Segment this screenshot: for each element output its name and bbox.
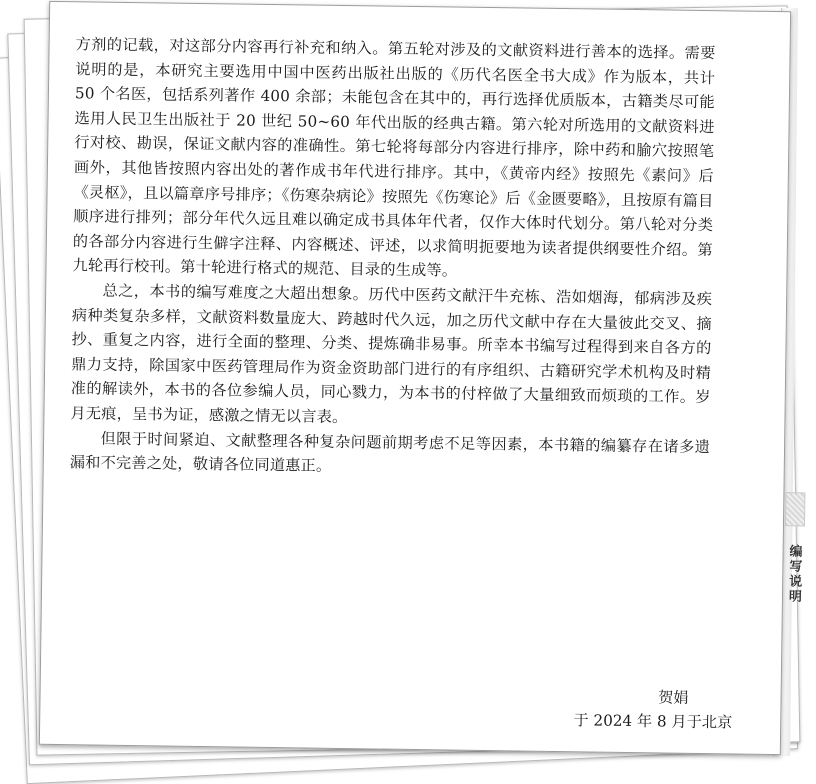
document-body	[70, 32, 716, 484]
side-tab-label: 编写说明	[785, 544, 802, 605]
paragraph-disclaimer: 但限于时间紧迫、文献整理各种复杂问题前期考虑不足等因素，本书籍的编纂存在诸多遗漏和不完善之处，敬请各位同道惠正。	[69, 429, 711, 475]
section-side-tab	[780, 492, 810, 622]
paragraph-summary: 总之，本书的编写难度之大超出想象。历代中医药文献汗牛充栋、浩如烟海，郁病涉及疾病种类复杂多样，文献资料数量庞大、跨越时代久远，加之历代文献中存在大量彼此交叉、摘抄、重复之内容，进行全面的整理、分类、提炼确非易事。所幸本书编写过程得到来自各方的鼎力支持，除国家中医药管理局作为资金资助部门进行的有序组织、古籍研究学术机构及时精准的解读外，本书的各位参编人员，同心戮力，为本书的付梓做了大量细致而烦琐的工作。岁月无痕，呈书为证，感激之情无以言表。	[70, 281, 713, 426]
document-page	[39, 1, 802, 755]
author-name: 贺娟	[658, 688, 689, 707]
signature-date: 于 2024 年 8 月于北京	[573, 711, 733, 732]
paragraph-methods: 方剂的记载，对这部分内容再行补充和纳入。第五轮对涉及的文献资料进行善本的选择。需要说明的是，本研究主要选用中国中医药出版社出版的《历代名医全书大成》作为版本，共计 50 个名医，包括系列著作 400 余部；未能包含在其中的，再行选择优质版本，古籍类尽可能选用人民卫生出版社于 20 世纪 50~60 年代出版的经典古籍。第六轮对所选用的文献资料进行对校、勘误，保证文献内容的准确性。第七轮将每部分内容进行排序，除中药和腧穴按照笔画外，其他皆按照内容出处的著作成书年代进行排序。其中，《黄帝内经》按照先《素问》后《灵枢》，且以篇章序号排序；《伤寒杂病论》按照先《伤寒论》后《金匮要略》，且按原有篇目顺序进行排列；部分年代久远且难以确定成书具体年代者，仅作大体时代划分。第八轮对分类的各部分内容进行生僻字注释、内容概述、评述，以求简明扼要地为读者提供纲要性介绍。第九轮再行校刊。第十轮进行格式的规范、目录的生成等。	[72, 35, 716, 280]
tab-marker	[785, 492, 805, 526]
